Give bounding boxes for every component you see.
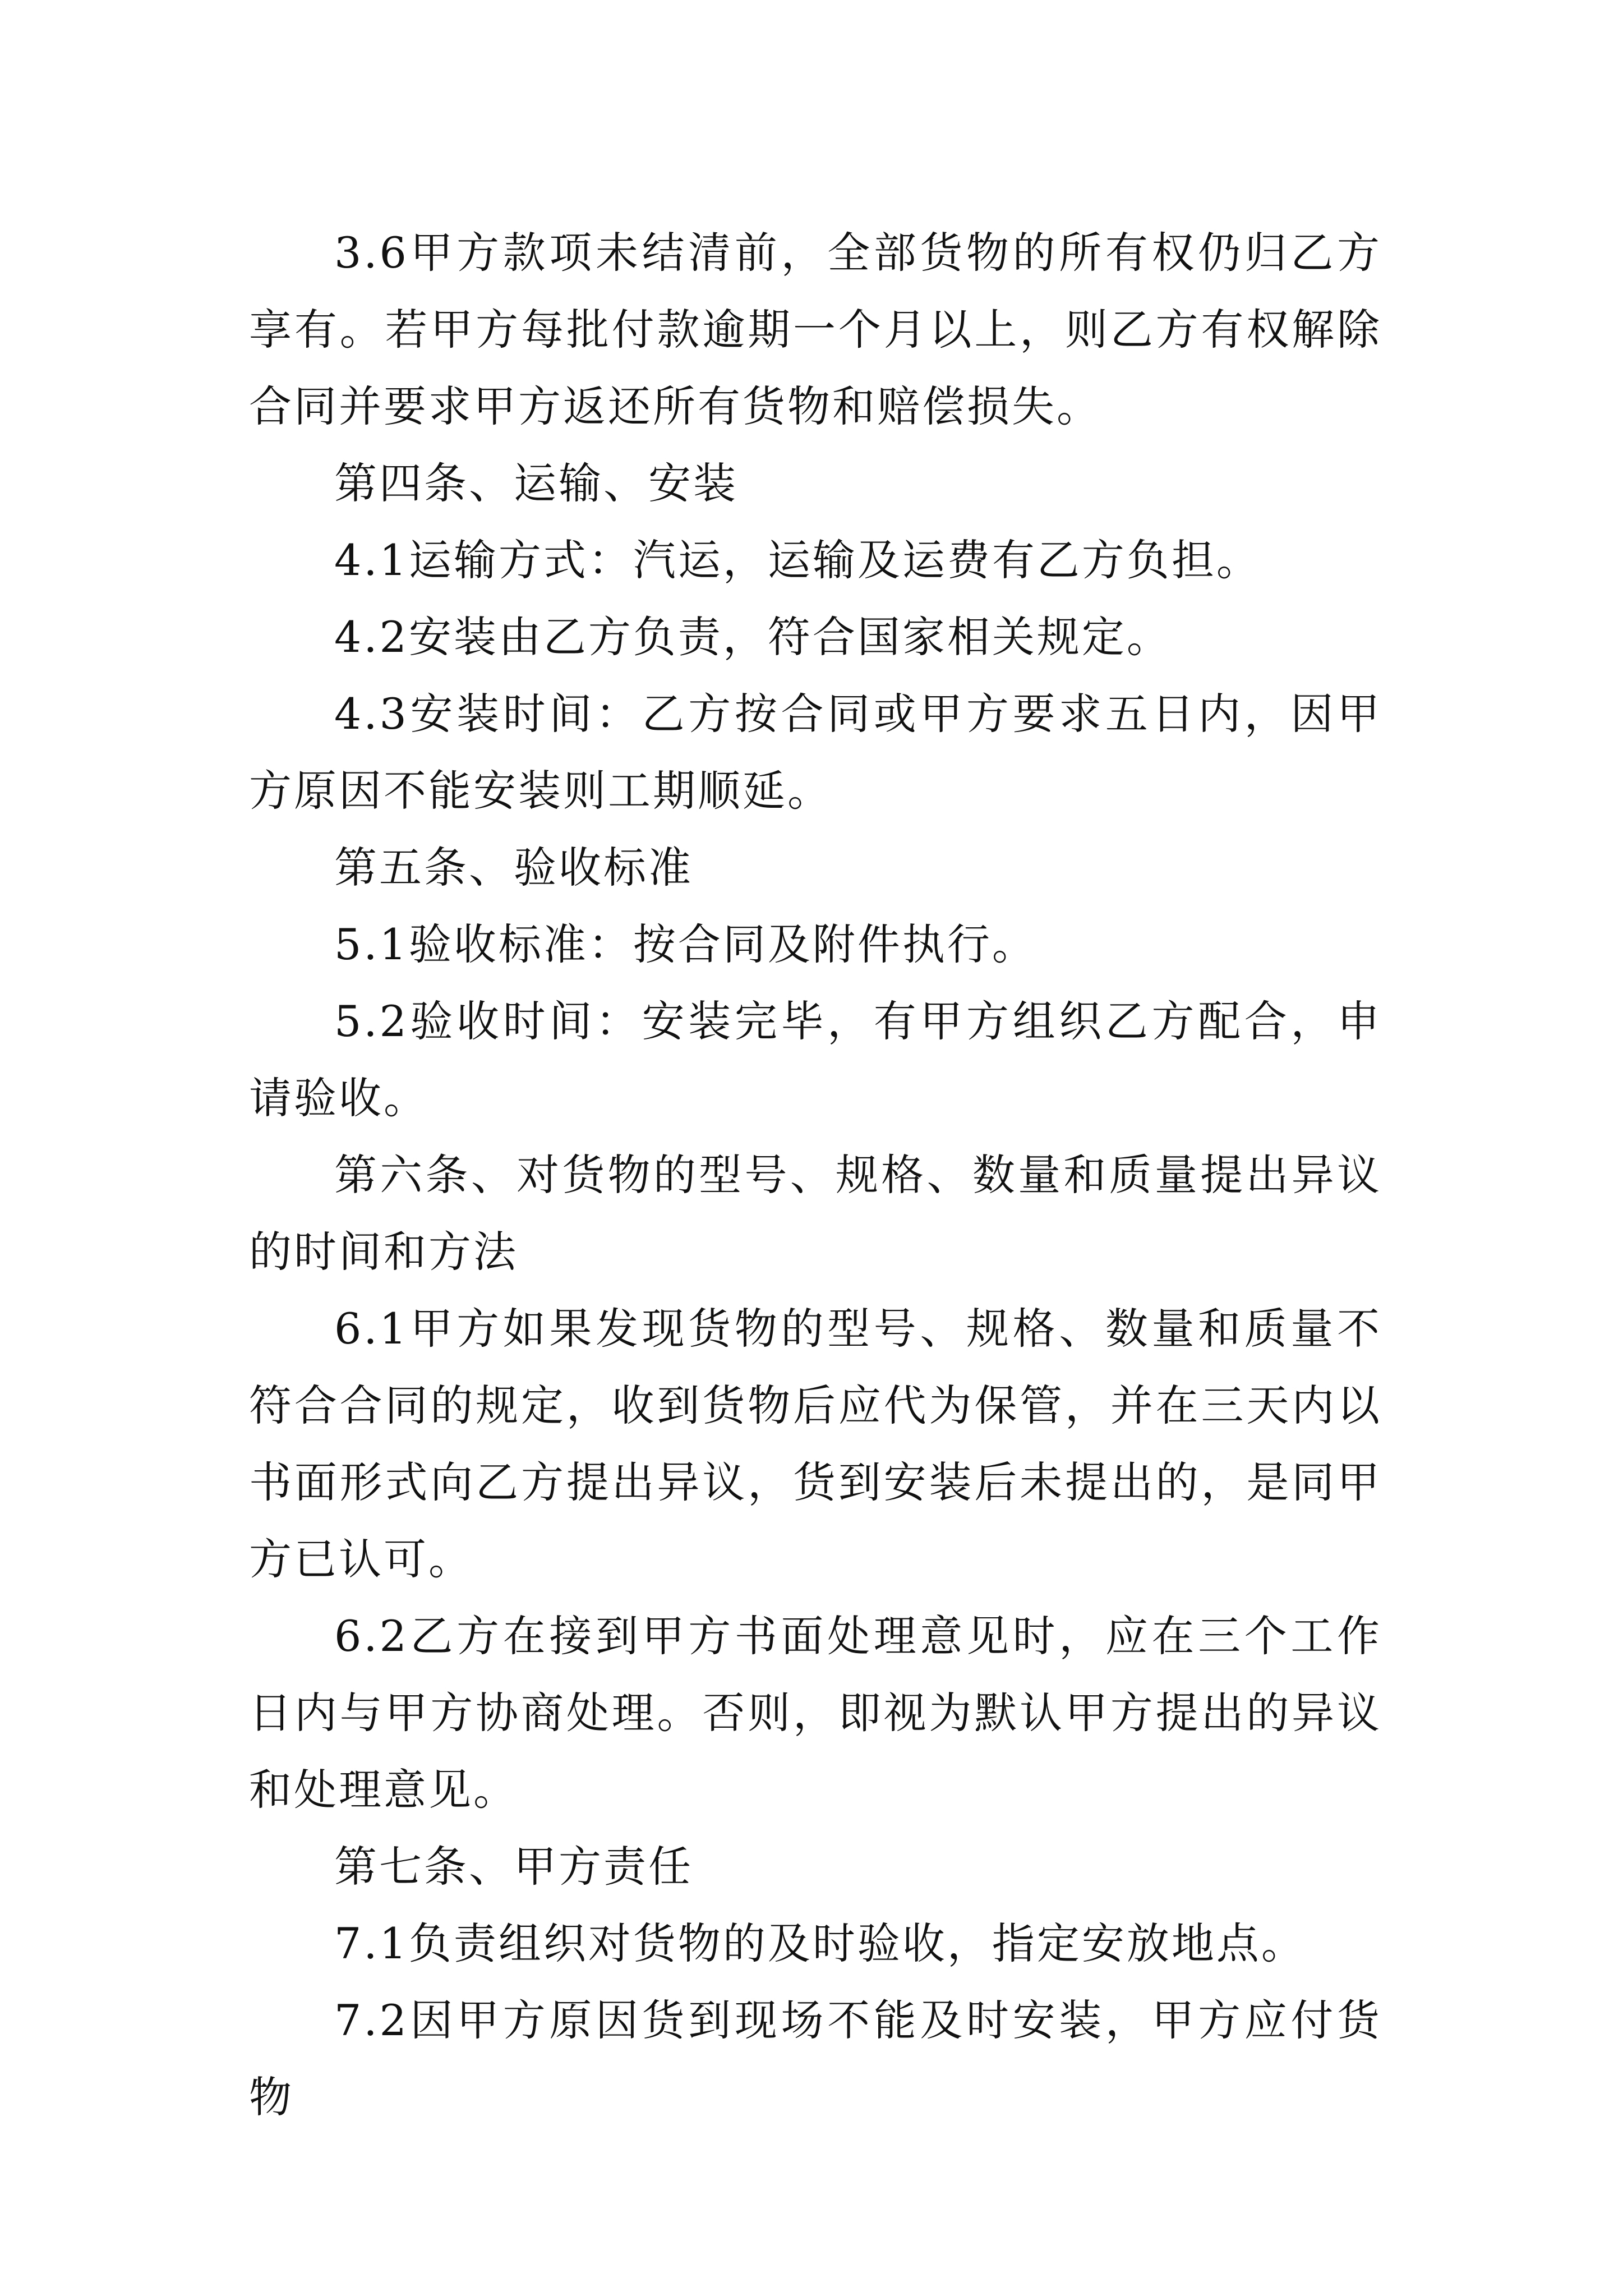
article-5-heading: 第五条、验收标准 bbox=[334, 843, 693, 892]
clause-6-1: 6.1甲方如果发现货物的型号、规格、数量和质量不符合合同的规定，收到货物后应代为保管，并在三天内以书面形式向乙方提出异议，货到安装后未提出的，是同甲方已认可。 bbox=[249, 1304, 1382, 1584]
clause-5-2: 5.2验收时间：安装完毕，有甲方组织乙方配合，申请验收。 bbox=[249, 996, 1382, 1123]
article-6-heading: 第六条、对货物的型号、规格、数量和质量提出异议的时间和方法 bbox=[249, 1150, 1382, 1277]
clause-4-3: 4.3安装时间：乙方按合同或甲方要求五日内，因甲方原因不能安装则工期顺延。 bbox=[249, 689, 1382, 816]
clause-6-2: 6.2乙方在接到甲方书面处理意见时，应在三个工作日内与甲方协商处理。否则，即视为默认甲方提出的异议和处理意见。 bbox=[249, 1611, 1382, 1815]
document-body bbox=[249, 214, 1382, 2136]
clause-5-1: 5.1验收标准：按合同及附件执行。 bbox=[334, 919, 1037, 969]
article-4-heading: 第四条、运输、安装 bbox=[334, 458, 738, 508]
clause-4-1: 4.1运输方式：汽运，运输及运费有乙方负担。 bbox=[334, 535, 1261, 585]
clause-7-2: 7.2因甲方原因货到现场不能及时安装，甲方应付货物 bbox=[249, 1995, 1382, 2122]
article-7-heading: 第七条、甲方责任 bbox=[334, 1842, 693, 1892]
clause-4-2: 4.2安装由乙方负责，符合国家相关规定。 bbox=[334, 612, 1172, 662]
clause-7-1: 7.1负责组织对货物的及时验收，指定安放地点。 bbox=[334, 1918, 1306, 1968]
clause-3-6: 3.6甲方款项未结清前，全部货物的所有权仍归乙方享有。若甲方每批付款逾期一个月以上，则乙方有权解除合同并要求甲方返还所有货物和赔偿损失。 bbox=[249, 228, 1382, 431]
